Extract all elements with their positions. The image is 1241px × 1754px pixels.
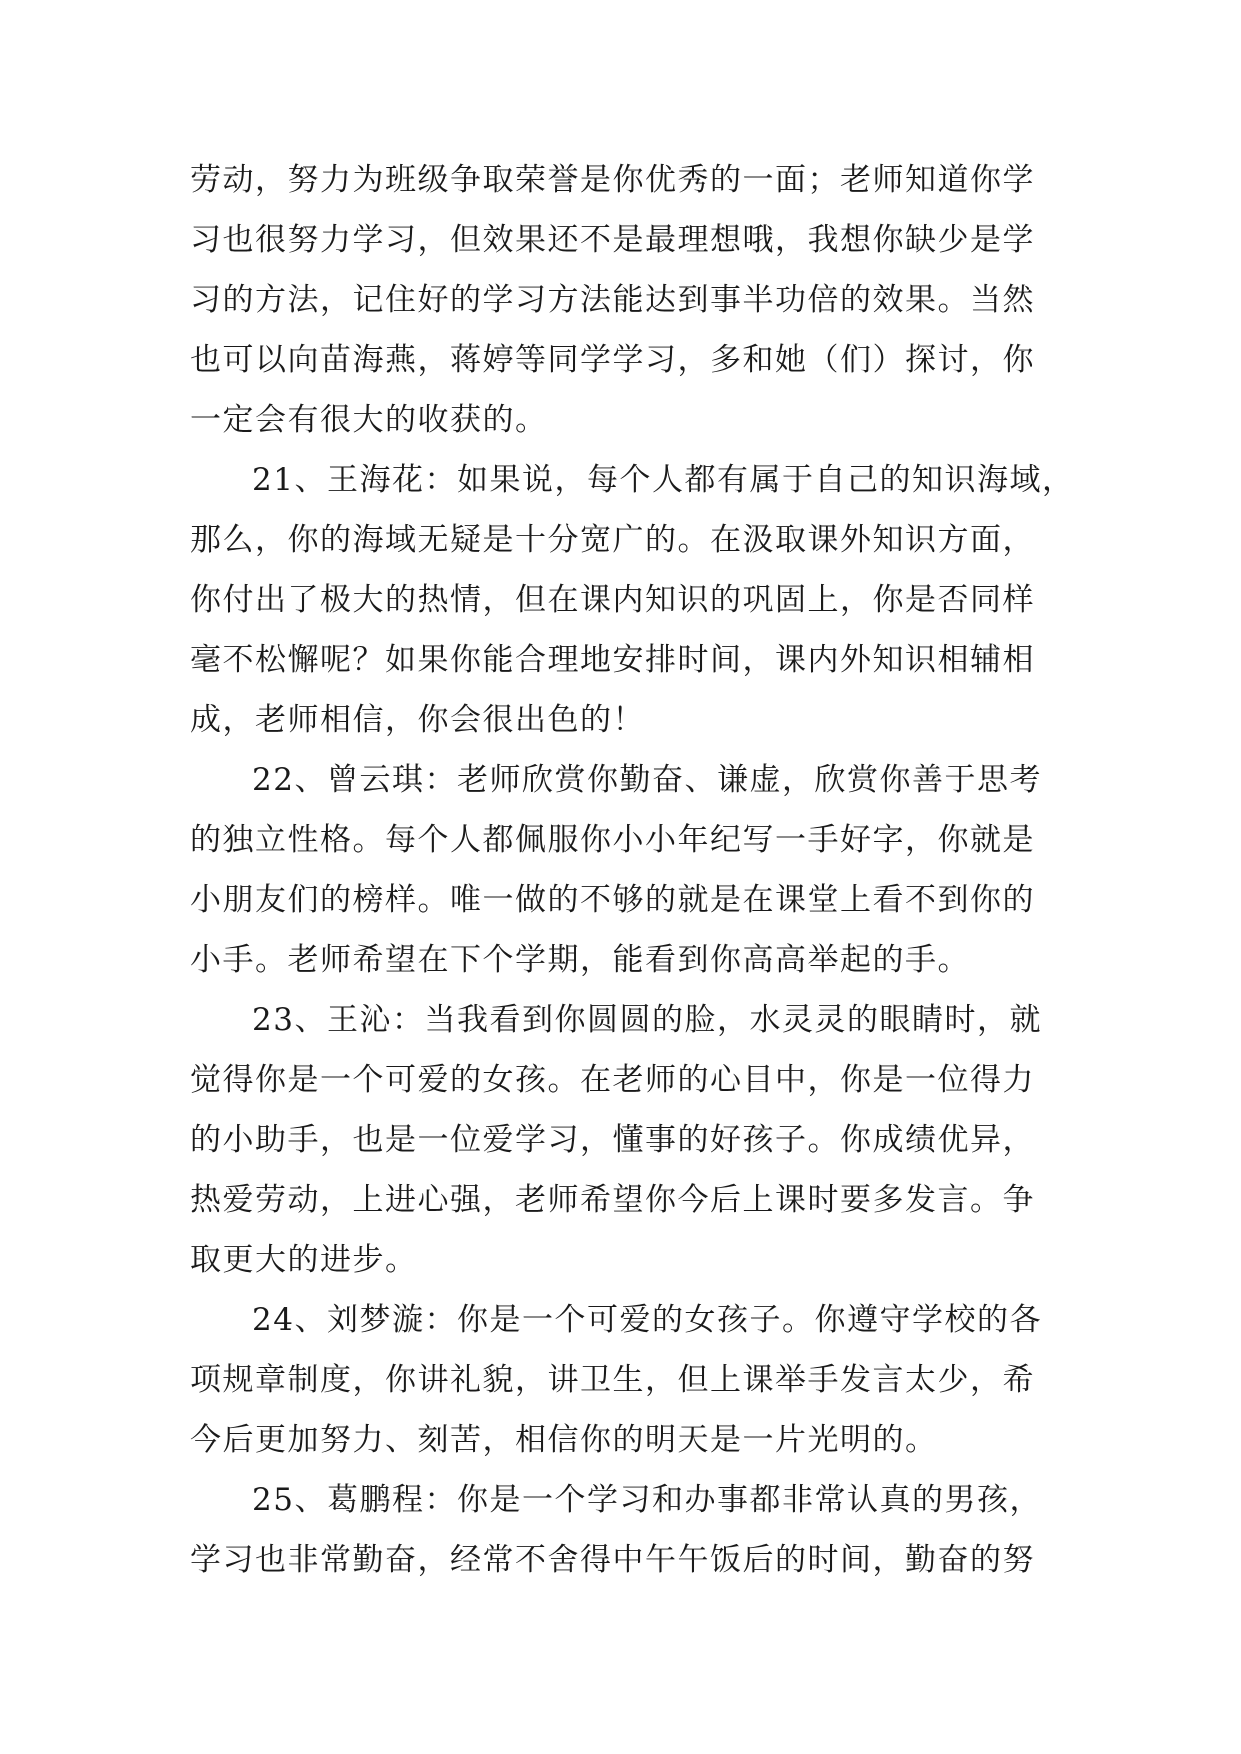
text-line: 小手。老师希望在下个学期，能看到你高高举起的手。 [190, 942, 970, 978]
text-line: 的小助手，也是一位爱学习，懂事的好孩子。你成绩优异， [190, 1122, 1035, 1158]
text-line: 的独立性格。每个人都佩服你小小年纪写一手好字，你就是 [190, 822, 1035, 858]
text-line: 热爱劳动，上进心强，老师希望你今后上课时要多发言。争 [190, 1182, 1035, 1218]
text-line: 25、葛鹏程：你是一个学习和办事都非常认真的男孩， [252, 1482, 1042, 1518]
text-line: 24、刘梦漩：你是一个可爱的女孩子。你遵守学校的各 [252, 1302, 1042, 1338]
text-line: 23、王沁：当我看到你圆圆的脸，水灵灵的眼睛时，就 [252, 1002, 1042, 1038]
text-line: 觉得你是一个可爱的女孩。在老师的心目中，你是一位得力 [190, 1062, 1035, 1098]
text-line: 22、曾云琪：老师欣赏你勤奋、谦虚，欣赏你善于思考 [252, 762, 1042, 798]
text-line: 劳动，努力为班级争取荣誉是你优秀的一面；老师知道你学 [190, 162, 1035, 198]
text-line: 学习也非常勤奋，经常不舍得中午午饭后的时间，勤奋的努 [190, 1542, 1035, 1578]
text-line: 也可以向苗海燕，蒋婷等同学学习，多和她（们）探讨，你 [190, 342, 1035, 378]
text-line: 习的方法，记住好的学习方法能达到事半功倍的效果。当然 [190, 282, 1035, 318]
text-line: 取更大的进步。 [190, 1242, 418, 1278]
text-line: 今后更加努力、刻苦，相信你的明天是一片光明的。 [190, 1422, 938, 1458]
text-line: 习也很努力学习，但效果还不是最理想哦，我想你缺少是学 [190, 222, 1035, 258]
text-line: 一定会有很大的收获的。 [190, 402, 548, 438]
text-line: 项规章制度，你讲礼貌，讲卫生，但上课举手发言太少，希 [190, 1362, 1035, 1398]
document-body [190, 150, 1075, 1590]
text-line: 21、王海花：如果说，每个人都有属于自己的知识海域， [252, 462, 1075, 498]
text-line: 成，老师相信，你会很出色的！ [190, 702, 645, 738]
text-line: 那么，你的海域无疑是十分宽广的。在汲取课外知识方面， [190, 522, 1035, 558]
text-line: 小朋友们的榜样。唯一做的不够的就是在课堂上看不到你的 [190, 882, 1035, 918]
text-line: 你付出了极大的热情，但在课内知识的巩固上，你是否同样 [190, 582, 1035, 618]
text-line: 毫不松懈呢？如果你能合理地安排时间，课内外知识相辅相 [190, 642, 1035, 678]
